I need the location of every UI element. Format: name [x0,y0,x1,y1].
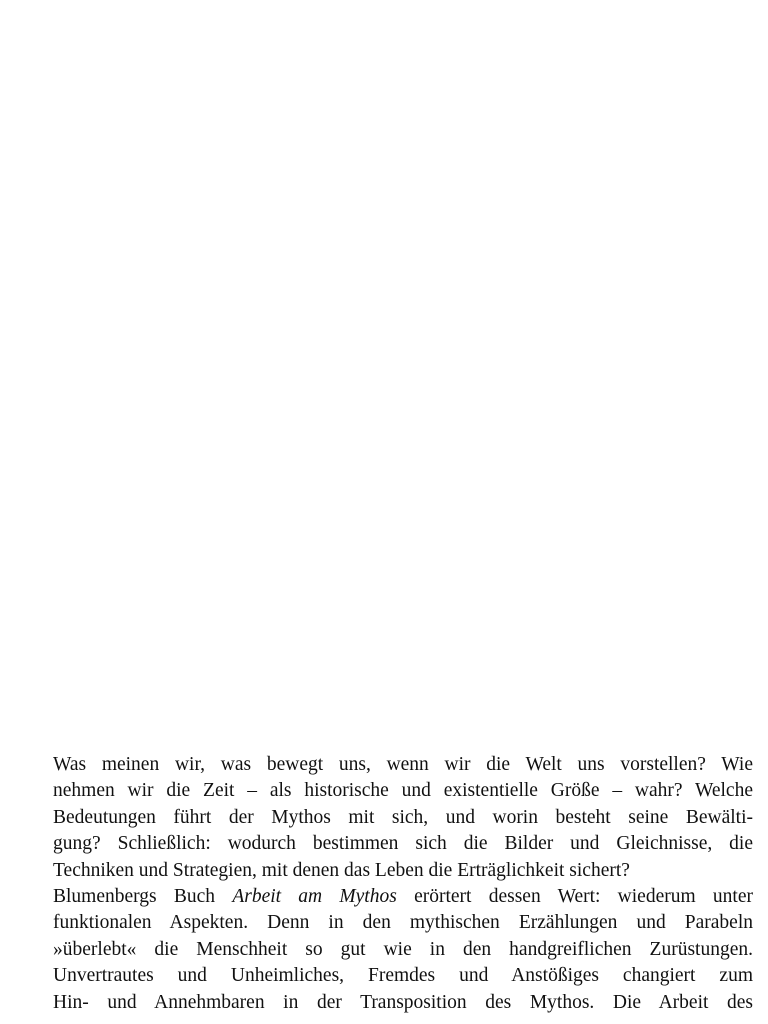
body-text [53,752,753,1016]
text-line-end: erörtert dessen Wert: wiederum unter [396,885,753,907]
text-line: nehmen wir die Zeit – als historische und existentielle Größe – wahr? Welche [53,780,753,802]
text-line: Was meinen wir, was bewegt uns, wenn wir die Welt uns vorstellen? Wie [53,754,753,775]
text-line: »überlebt« die Menschheit so gut wie in den handgreiflichen Zurüstungen. [53,938,753,960]
text-line [53,884,753,910]
text-line: funktionalen Aspekten. Denn in den mythischen Erzählungen und Parabeln [53,912,753,934]
text-line: gung? Schließlich: wodurch bestimmen sich die Bilder und Gleichnisse, die [53,833,753,855]
text-line: Hin- und Annehmbaren in der Transposition des Mythos. Die Arbeit des [53,991,753,1013]
text-line: Unvertrautes und Unheimliches, Fremdes und Anstößiges changiert zum [53,965,753,987]
book-title: Arbeit am Mythos [232,885,397,907]
text-line-start: Blumenbergs Buch [53,885,233,907]
text-line: Techniken und Strategien, mit denen das Leben die Erträglichkeit sichert? [53,859,630,881]
text-line: Bedeutungen führt der Mythos mit sich, und worin besteht seine Bewälti- [53,806,753,828]
